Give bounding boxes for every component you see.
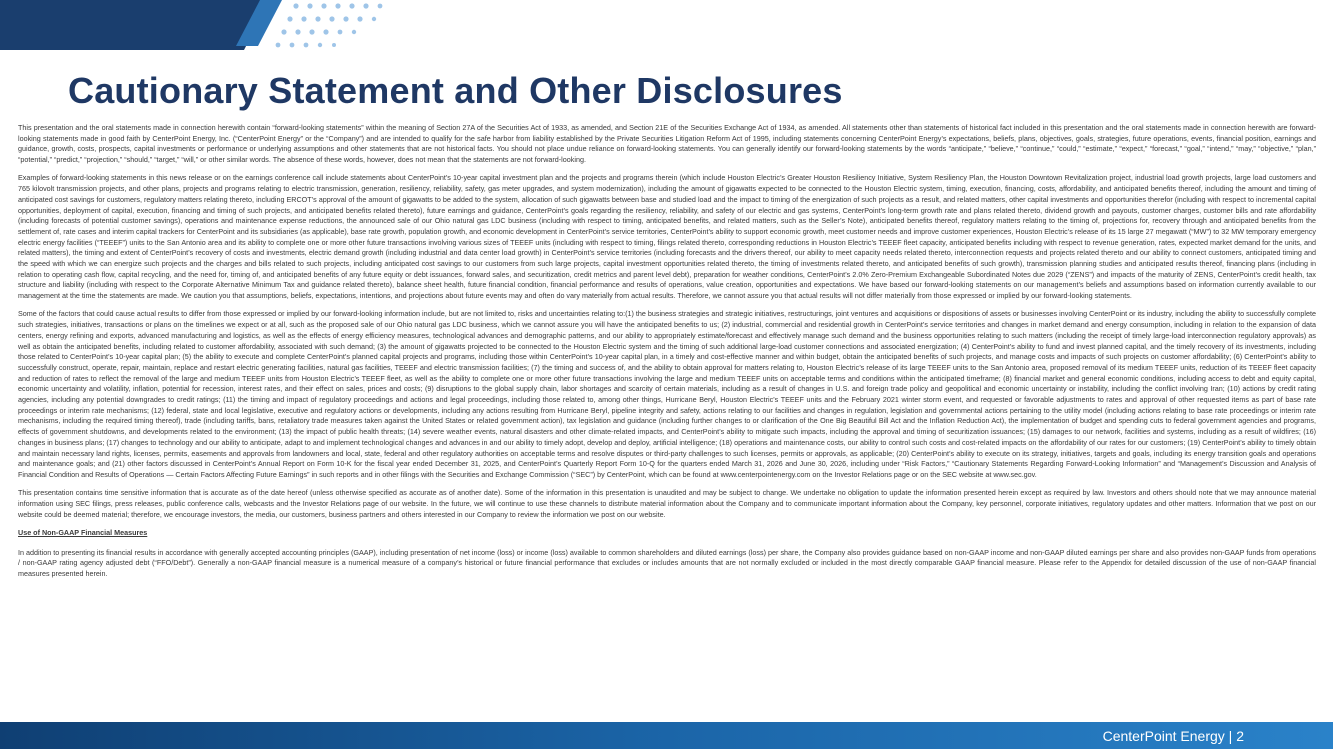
top-banner <box>0 0 1333 50</box>
forward-looking-examples-paragraph: Examples of forward-looking statements in this news release or on the earnings conference call include statements about CenterPoint’s 10-year capital investment plan and the projects and programs therein (which include Houston Electric’s Greater Houston Resiliency Initiative, System Resiliency Plan, the Houston Downtown Revitalization project, industrial load growth projects, large load customers and 765 kilovolt transmission projects, and other plans, projects and programs relating to electric transmission, generation, resiliency, reliability, safety, gas meter upgrades, and system modernization), including the amount of gigawatts expected to be connected to the Houston Electric system, timing, execution, financing, costs, affordability, and anticipated benefits thereof, including the amount and timing of anticipated cost savings for customers, regulatory matters relating thereto, including ERCOT’s approval of the amount of gigawatts to be added to the system, allocation of such gigawatts between base and studied load and the impact to timing of the energization of such projects as a result, and related matters, other capital investments and opportunities therefor (including with respect to incremental capital opportunities, deployment of capital, execution, financing and timing of such projects, and anticipated benefits related thereto), future earnings and guidance, CenterPoint’s goals regarding the resiliency, reliability, and safety of our electric and gas systems, CenterPoint’s long-term growth rate and plans related thereto, dividend growth and payouts, customer charges, customer bills and rate affordability (including forecasts of potential customer savings), operations and maintenance expense reductions, the announced sale of our Ohio natural gas LDC business (including with respect to timing, anticipated benefits, and related matters, such as the Seller’s Note), anticipated benefits thereof, regulatory matters relating to the timing of, projections for, recovery through and anticipated benefits from the settlement of, rate cases and interim capital trackers for CenterPoint and its subsidiaries (as applicable), base rate growth, population growth, and economic development in CenterPoint’s service territories, CenterPoint’s ability to support economic growth, meet customer needs and improve customer experiences, Houston Electric’s release of its 15 large 27 megawatt (“MW”) to 32 MW temporary emergency electric energy facilities (“TEEEF”) units to the San Antonio area and its ability to complete one or more other future transactions involving various sizes of TEEEF units (including with respect to timing, filings related thereto, corresponding reductions in Houston Electric’s TEEEF fleet capacity, anticipated benefits including with respect to revenue generation, rates, expected market demand for the units, and related matters), the timing and extent of CenterPoint’s recovery of costs and investments, electric demand growth (including industrial and data center load growth) in CenterPoint’s service territories (including forecasts and the drivers thereof, our ability to meet capacity needs related thereto, interconnection requests and projects related thereto and our ability to connect customers, anticipated timing and the speed with which we can energize such projects and the charges and bills related to such projects, including anticipated cost savings to our customers from such large projects, capital investment opportunities related thereto, the timing of investments related thereto, and anticipated benefits of such growth), transmission planning studies and anticipated results thereof, financing plans (including in relation to operating cash flow, capital recycling, and the need for, timing of, and anticipated benefits of any future equity or debt issuances, forward sales, and securitization, credit metrics and parent level debt), preparation for weather conditions, CenterPoint’s 2.0% Zero-Premium Exchangeable Subordinated Notes due 2029 (“ZENS”) and impacts of the maturity of ZENS, CenterPoint’s credit health, tax structure and liability (including with respect to the Corporate Alternative Minimum Tax and guidance related thereto), balance sheet health, future financial condition, financial performance and results of operations, value creation, opportunities and expectations. We have based our forward-looking statements on our management’s beliefs and assumptions based on information currently available to our management at the time the statements are made. We caution you that assumptions, beliefs, expectations, intentions, and projections about future events may and often do vary materially from actual results. Therefore, we cannot assure you that actual results will not differ materially from those expressed or implied by our forward-looking statements. <box>18 173 1316 301</box>
banner-dot-pattern <box>276 3 383 47</box>
disclosure-body <box>18 123 1316 587</box>
non-gaap-heading: Use of Non-GAAP Financial Measures <box>18 527 148 537</box>
non-gaap-paragraph: In addition to presenting its financial results in accordance with generally accepted accounting principles (GAAP), including presentation of net income (loss) or income (loss) available to common shareholders and diluted earnings (loss) per share, the Company also provides guidance based on non-GAAP income and non-GAAP diluted earnings per share and also provides non-GAAP funds from operations / non-GAAP rating agency adjusted debt (“FFO/Debt”). Generally a non-GAAP financial measure is a numerical measure of a company’s historical or future financial performance that excludes or includes amounts that are not normally excluded or included in the most directly comparable GAAP financial measure. Please refer to the Appendix for detailed discussion of the use of non-GAAP financial measures presented herein. <box>18 547 1316 579</box>
footer-page-label: CenterPoint Energy | 2 <box>1102 728 1244 744</box>
banner-dark-band <box>0 0 270 50</box>
forward-looking-intro-paragraph: This presentation and the oral statements made in connection herewith contain “forward-looking statements” within the meaning of Section 27A of the Securities Act of 1933, as amended, and Section 21E of the Securities Exchange Act of 1934, as amended. All statements other than statements of historical fact included in this presentation and the oral statements made in connection herewith are forward-looking statements made in good faith by CenterPoint Energy, Inc. (“CenterPoint Energy” or the “Company”) and are intended to qualify for the safe harbor from liability established by the Private Securities Litigation Reform Act of 1995, including statements concerning CenterPoint Energy’s expectations, beliefs, plans, objectives, goals, strategies, future operations, events, financial position, earnings and guidance, growth, costs, prospects, capital investments or performance or underlying assumptions and other statements that are not historical facts. You should not place undue reliance on forward-looking statements. You can generally identify our forward-looking statements by the words “anticipate,” “believe,” “continue,” “could,” “estimate,” “expect,” “forecast,” “goal,” “intend,” “may,” “objective,” “plan,” “potential,” “predict,” “projection,” “should,” “target,” “will,” or other similar words. The absence of these words, however, does not mean that the statements are not forward-looking. <box>18 123 1316 165</box>
time-sensitive-paragraph: This presentation contains time sensitive information that is accurate as of the date hereof (unless otherwise specified as accurate as of another date). Some of the information in this presentation is unaudited and may be subject to change. We undertake no obligation to update the information presented herein except as required by law. Investors and others should note that we may announce material information using SEC filings, press releases, public conference calls, webcasts and the Investor Relations page of our website. In the future, we will continue to use these channels to distribute material information about the Company and to communicate important information about the Company, key personnel, corporate initiatives, regulatory updates and other matters. Information that we post on our website could be deemed material; therefore, we encourage investors, the media, our customers, business partners and others interested in our Company to review the information we post on our website. <box>18 488 1316 519</box>
footer-bar <box>0 722 1333 749</box>
page-title: Cautionary Statement and Other Disclosures <box>68 70 843 111</box>
risk-factors-paragraph: Some of the factors that could cause actual results to differ from those expressed or implied by our forward-looking information include, but are not limited to, risks and uncertainties relating to:(1) the business strategies and strategic initiatives, restructurings, joint ventures and acquisitions or dispositions of assets or businesses involving CenterPoint or its industry, including the ability to successfully complete such strategies, initiatives, transactions or plans on the timelines we expect or at all, such as the proposed sale of our Ohio natural gas LDC business, which we cannot assure you will have the anticipated benefits to us; (2) industrial, commercial and residential growth in CenterPoint’s service territories and changes in market demand and energy consumption, including in relation to the expansion of data centers, energy refining and exports, advanced manufacturing and logistics, as well as the effects of energy efficiency measures, technological advances and demographic patterns, and our ability to appropriately estimate/forecast and effectively manage such demand and the business opportunities relating to such matters (including the receipt of timely large-load interconnection regulatory approvals) as well as obtain the anticipated benefits, including related to customer affordability, associated with such demand; (3) the amount of gigawatts projected to be connected to the Houston Electric system and the timing of such additional large-load customer connections and associated energization; (4) CenterPoint’s ability to fund and invest planned capital, and the timely recovery of its investments, including those related to CenterPoint’s 10-year capital plan; (5) the ability to execute and complete CenterPoint’s planned capital projects and programs, including those within CenterPoint’s 10-year capital plan, in a timely and cost-effective manner and within budget, obtain the anticipated benefits of such projects, and manage costs and impacts of such projects on customer affordability; (6) CenterPoint’s ability to successfully construct, operate, repair, maintain, replace and restart electric generating facilities, natural gas facilities, TEEEF and electric transmission facilities; (7) the timing and success of, and the ability to obtain approval for matters relating to, Houston Electric’s release of its large TEEEF units to the San Antonio area, proposed removal of its medium TEEEF units, reduction of its TEEEF fleet capacity and reduction of rates to reflect the removal of the large and medium TEEEF units from Houston Electric’s TEEEF fleet, as well as the ability to complete one or more other future transactions involving the large and medium TEEEF units on acceptable terms and conditions within the anticipated timeframe; (8) financial market and general economic conditions, including access to debt and equity capital, economic uncertainty and volatility, inflation, potential for recession, interest rates, and their effect on sales, prices and costs; (9) disruptions to the global supply chain, labor shortages and scarcity of certain materials, including as a result of changes in U.S. and foreign trade policy and geopolitical and economic uncertainty or instability, including the conflict involving Iran; (10) actions by credit rating agencies, including any potential downgrades to credit ratings; (11) the timing and impact of regulatory proceedings and actions and legal proceedings, including those related to, among other things, Hurricane Beryl, Houston Electric’s TEEEF units and the February 2021 winter storm event, and requested or favorable adjustments to rates and approval of other requested items as part of base rate proceedings or interim rate mechanisms; (12) federal, state and local legislative, executive and regulatory actions or developments, including any actions resulting from Hurricane Beryl, pipeline integrity and safety, actions relating to our facilities and changes in regulation, legislation and governmental actions pertaining to the utility model (including actions relating to base rate proceedings or interim rate mechanisms, including the required timing thereof), trade (including tariffs, bans, retaliatory trade measures taken against the United States or related government action), tax legislation and guidance (including further changes to or clarification of the One Big Beautiful Bill Act and the Inflation Reduction Act), the implementation of budget and spending cuts to federal government agencies and programs, effects of government shutdowns, and developments related to the environment; (13) the impact of public health threats; (14) severe weather events, natural disasters and other climate-related impacts, and CenterPoint’s ability to mitigate such impacts, including the approval and timing of securitization issuances; (15) damages to our network, facilities and systems, including as a result of wildfires; (16) changes in business plans; (17) changes to technology and our ability to anticipate, adapt to and implement technological changes and advances in and our ability to timely adopt, develop and deploy, artificial intelligence; (18) operations and maintenance costs, our ability to control such costs and cost-related impacts on the affordability of our rates for our customers; (19) CenterPoint’s ability to timely obtain and maintain necessary land rights, licenses, permits, easements and approvals from landowners and local, state, federal and other regulatory authorities on acceptable terms and resolve disputes or third-party challenges to such licenses, permits or approvals, as applicable; (20) CenterPoint’s ability to execute on its strategy, initiatives, targets and goals, including its energy transition goals and operations and maintenance goals; and (21) other factors discussed in CenterPoint’s Annual Report on Form 10-K for the fiscal year ended December 31, 2025, and CenterPoint’s Quarterly Report Form 10-Q for the quarters ended March 31, 2026 and June 30, 2026, including under “Risk Factors,” “Cautionary Statements Regarding Forward-Looking Information” and “Management’s Discussion and Analysis of Financial Condition and Results of Operations — Certain Factors Affecting Future Earnings” in such reports and in other filings with the Securities and Exchange Commission (“SEC”) by CenterPoint, which can be found at www.centerpointenergy.com on the Investor Relations page or on the SEC website at www.sec.gov. <box>18 309 1316 479</box>
